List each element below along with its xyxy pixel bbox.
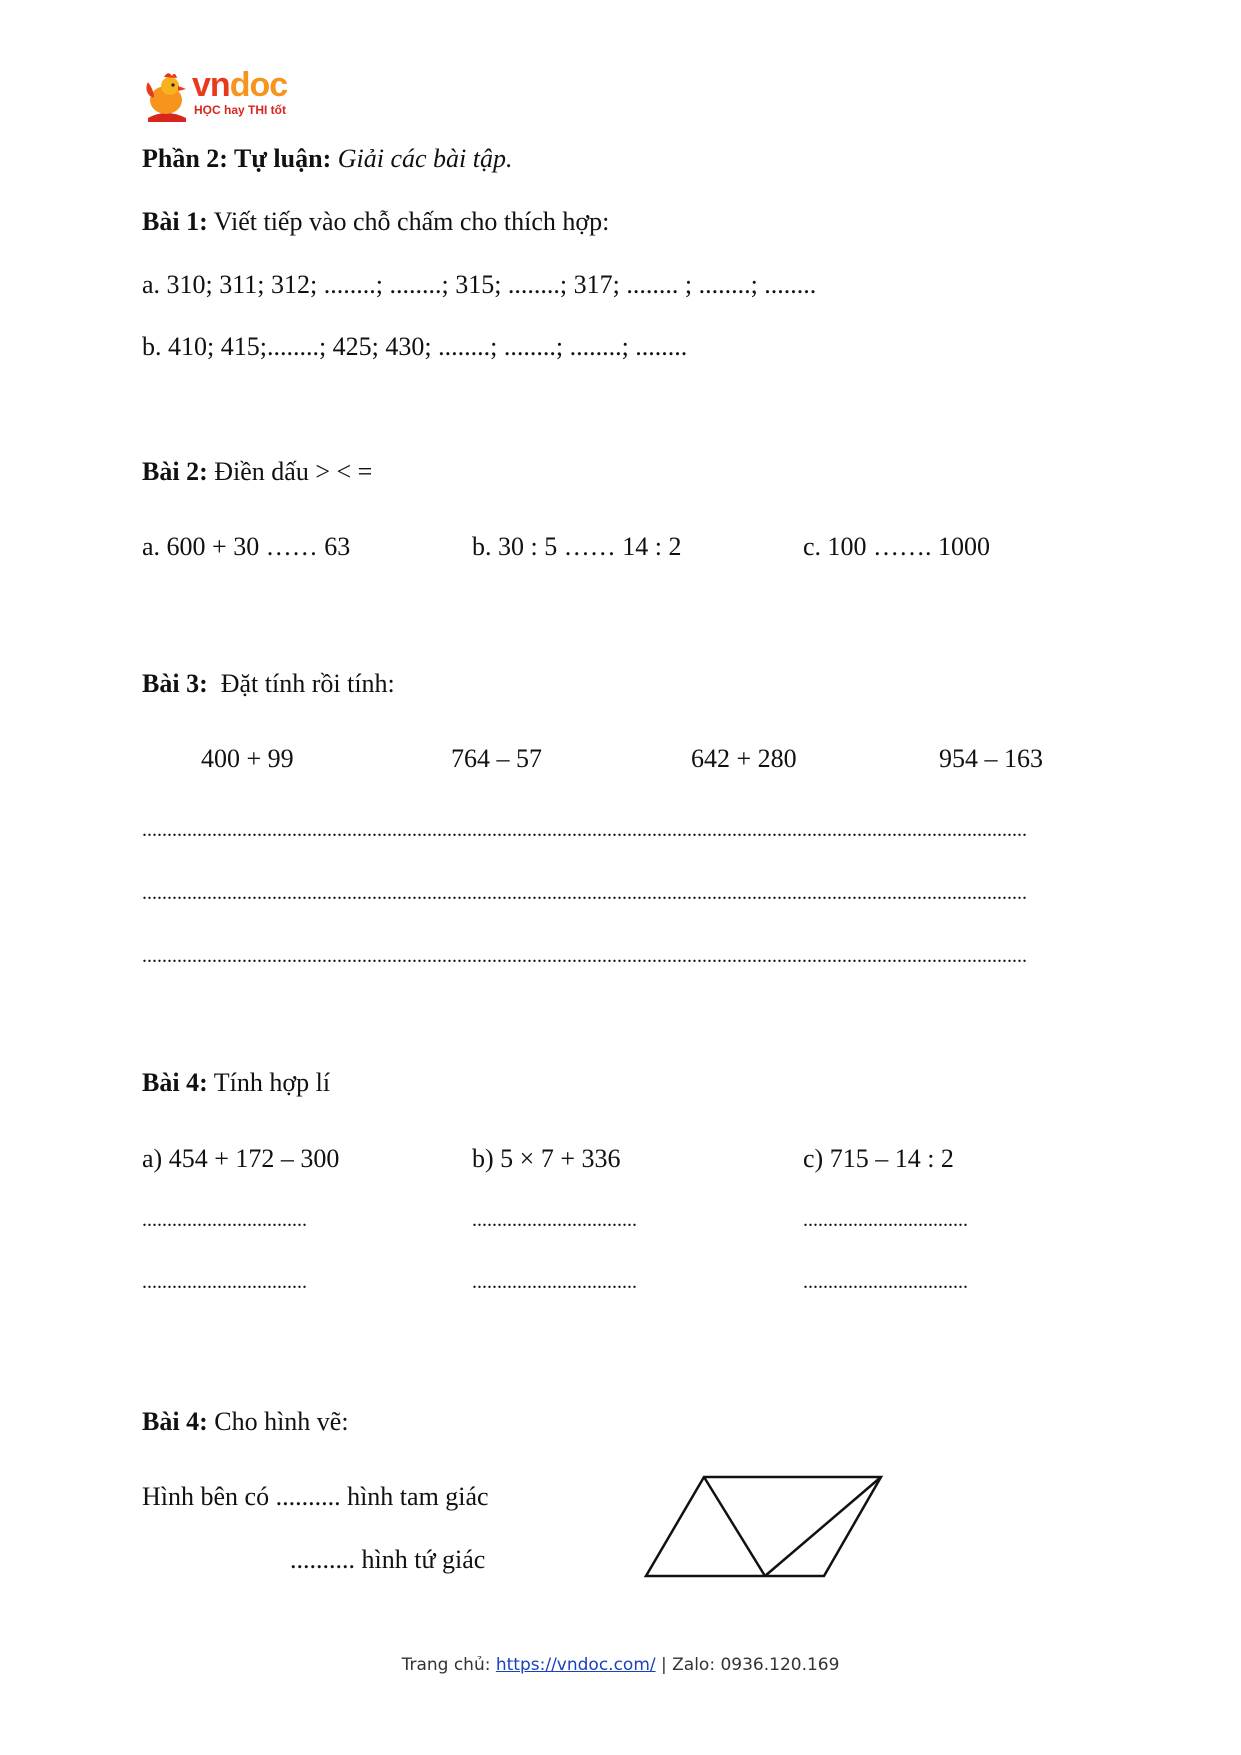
logo-wordmark: vndoc (192, 66, 288, 104)
bai4a-expr-b: b) 5 × 7 + 336 (472, 1144, 621, 1173)
bai4a-expr-c: c) 715 – 14 : 2 (803, 1144, 954, 1173)
bai4b-heading (142, 1409, 349, 1435)
bai4a-dots-a2: ................................. (142, 1272, 307, 1292)
bai3-label: Bài 3: (142, 669, 208, 698)
bai1-heading (142, 209, 609, 235)
page-footer (0, 1655, 1241, 1675)
bai2-a: a. 600 + 30 …… 63 (142, 532, 351, 561)
bai3-answer-line-1: ................................................................................................................................................................................. (142, 820, 1027, 840)
bai4a-heading (142, 1070, 330, 1096)
bai3-text: Đặt tính rồi tính: (207, 669, 395, 698)
part2-instruction: Giải các bài tập. (337, 144, 513, 173)
bai4a-dots-c2: ................................. (803, 1272, 968, 1292)
geometry-figure (640, 1470, 900, 1590)
bai1-text: Viết tiếp vào chỗ chấm cho thích hợp: (207, 207, 610, 236)
vndoc-logo (142, 68, 302, 122)
bai4a-text: Tính hợp lí (207, 1068, 331, 1097)
bai4a-dots-b1: ................................. (472, 1210, 637, 1230)
bai2-c: c. 100 ……. 1000 (803, 532, 991, 561)
bai4a-dots-a1: ................................. (142, 1210, 307, 1230)
bai4b-text: Cho hình vẽ: (207, 1407, 349, 1436)
bai3-expr-2: 764 – 57 (451, 744, 542, 773)
figure-segment-left-diagonal (704, 1477, 765, 1576)
bai2-text: Điền dấu > < = (207, 457, 373, 486)
footer-prefix: Trang chủ: (401, 1655, 496, 1675)
footer-contact: | Zalo: 0936.120.169 (655, 1655, 840, 1675)
footer-homepage-link[interactable]: https://vndoc.com/ (495, 1655, 656, 1675)
bai4b-label: Bài 4: (142, 1407, 208, 1436)
bai2-heading (142, 459, 372, 485)
bai4b-line-1: Hình bên có .......... hình tam giác (142, 1482, 489, 1511)
bai3-heading (142, 671, 395, 697)
rooster-icon (142, 68, 190, 122)
bai1-b: b. 410; 415;........; 425; 430; ........; ........; ........; ........ (142, 332, 688, 361)
parallelogram-outline (646, 1477, 881, 1576)
bai1-label: Bài 1: (142, 207, 208, 236)
bai2-label: Bài 2: (142, 457, 208, 486)
bai4a-label: Bài 4: (142, 1068, 208, 1097)
part2-heading (142, 146, 513, 172)
bai3-expr-3: 642 + 280 (691, 744, 797, 773)
bai4a-expr-a: a) 454 + 172 – 300 (142, 1144, 340, 1173)
bai4a-dots-b2: ................................. (472, 1272, 637, 1292)
bai1-a: a. 310; 311; 312; ........; ........; 315; ........; 317; ........ ; ........; ........ (142, 270, 817, 299)
bai2-b: b. 30 : 5 …… 14 : 2 (472, 532, 682, 561)
bai3-expr-4: 954 – 163 (939, 744, 1043, 773)
bai4b-line-2: .......... hình tứ giác (290, 1545, 486, 1574)
bai3-expr-1: 400 + 99 (201, 744, 294, 773)
bai4a-dots-c1: ................................. (803, 1210, 968, 1230)
figure-segment-right-diagonal (765, 1477, 881, 1576)
logo-slogan: HỌC hay THI tốt (194, 103, 286, 117)
bai3-answer-line-3: ................................................................................................................................................................................. (142, 946, 1027, 966)
bai3-answer-line-2: ................................................................................................................................................................................. (142, 883, 1027, 903)
part2-label: Phần 2: Tự luận: (142, 144, 332, 173)
